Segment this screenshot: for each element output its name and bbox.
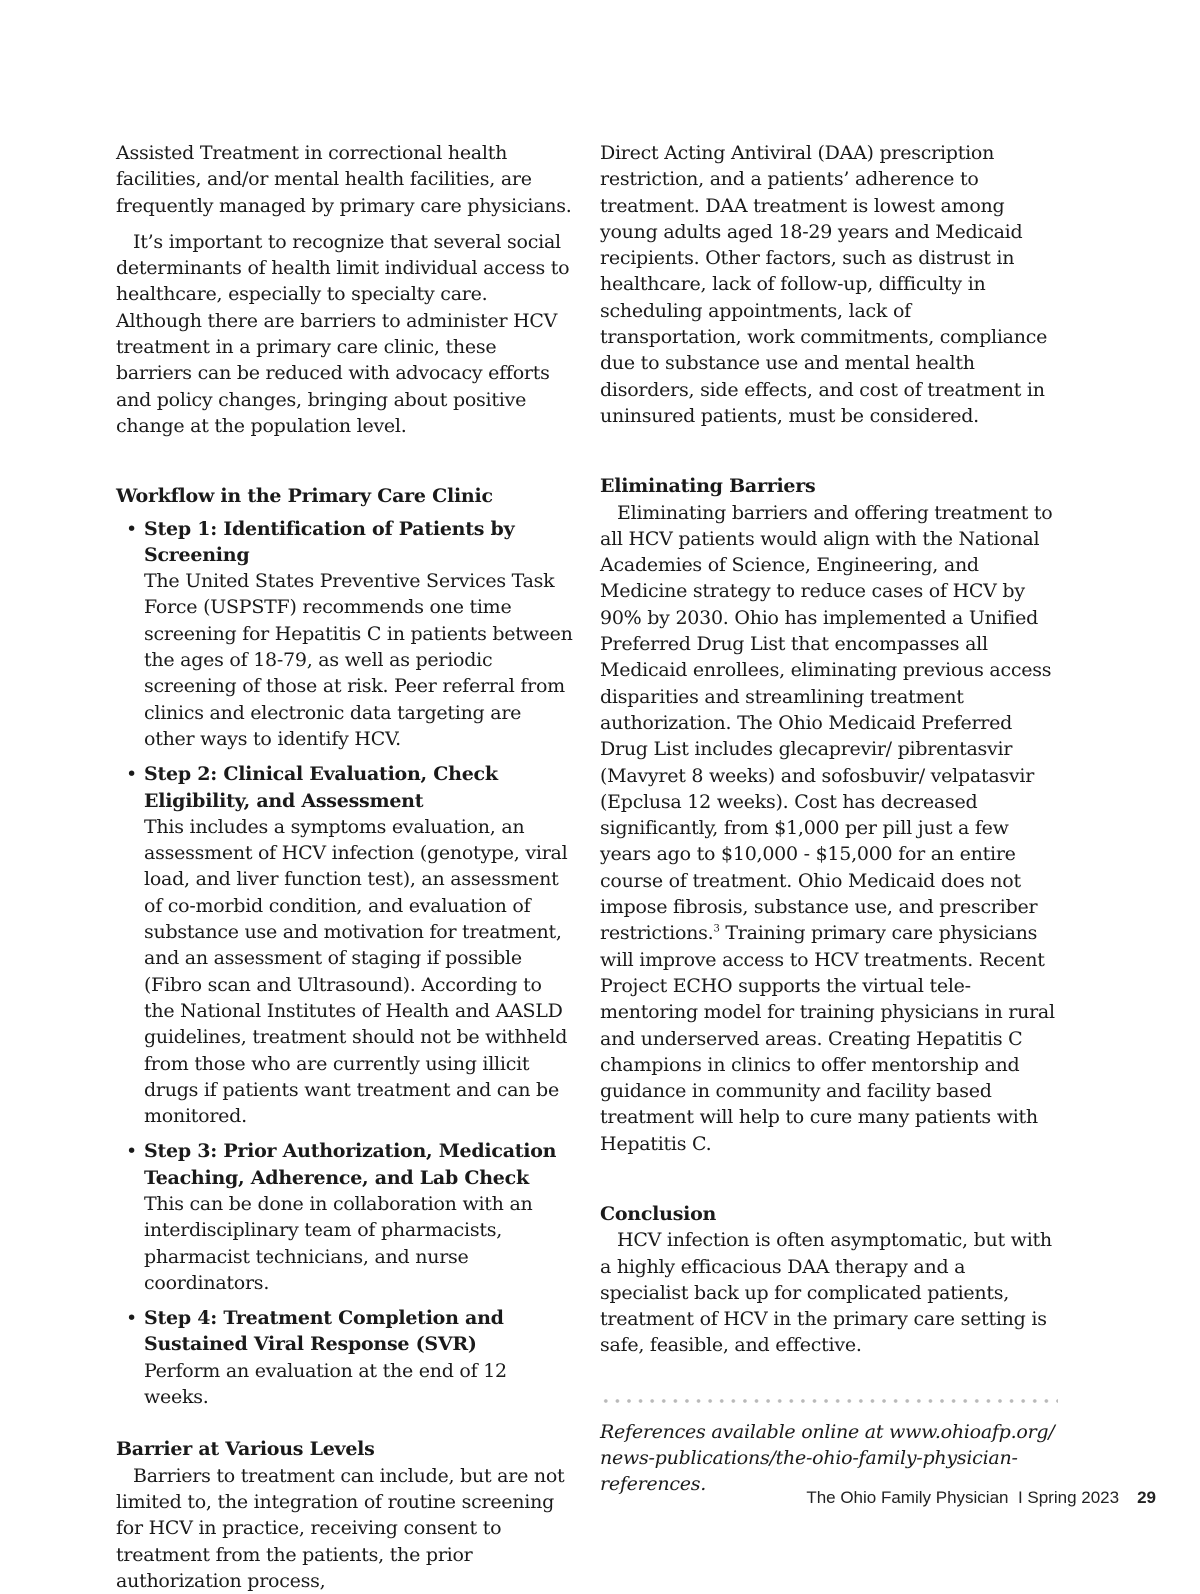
publication-title: The Ohio Family Physician I Spring 2023 — [806, 1488, 1120, 1507]
step-body: This can be done in collaboration with an interdisciplinary team of pharmacists, pharmacist technicians, and nurse coordinators. — [144, 1192, 533, 1294]
step-body: The United States Preventive Services Task Force (USPSTF) recommends one time screening for Hepatitis C in patients between the ages of 18-79, as well as periodic screening of those at risk. Peer referral from clinics and electronic data targeting are other ways to identify HCV. — [144, 570, 573, 750]
footnote-marker: 3 — [713, 923, 720, 935]
page-number: 29 — [1137, 1488, 1156, 1507]
step-body: Perform an evaluation at the end of 12 weeks. — [144, 1359, 507, 1409]
list-item — [116, 516, 574, 753]
step-body: This includes a symptoms evaluation, an assessment of HCV infection (genotype, viral load, and liver function test), an assessment of co-morbid condition, and evaluation of substance use and motivation for treatment, and an assessment of staging if possible (Fibro scan and Ultrasound). According to the National Institutes of Health and AASLD guidelines, treatment should not be withheld from those who are currently using illicit drugs if patients want treatment and can be monitored. — [144, 815, 568, 1128]
list-item — [116, 1138, 574, 1296]
list-item — [116, 1305, 574, 1410]
eliminating-barriers-paragraph — [600, 500, 1058, 1157]
step-title: • Step 1: Identification of Patients by Screening — [144, 517, 515, 566]
eliminating-barriers-heading: Eliminating Barriers — [600, 475, 816, 498]
workflow-steps-list — [116, 516, 574, 1411]
references-note: References available online at www.ohioafp.org/ news-publications/the-ohio-family-physician-references. — [600, 1420, 1055, 1496]
conclusion-paragraph: HCV infection is often asymptomatic, but with a highly efficacious DAA therapy and a specialist back up for complicated patients, treatment of HCV in the primary care setting is safe, feasible, and effective. — [600, 1229, 1052, 1357]
conclusion-heading: Conclusion — [600, 1202, 717, 1225]
elim-text: Eliminating barriers and offering treatment to all HCV patients would align with the National Academies of Science, Engineering, and Medicine strategy to reduce cases of HCV by 90% by 2030. Ohio has implemented a Unified Preferred Drug List that encompasses all Medicaid enrollees, eliminating previous access disparities and streamlining treatment authorization. The Ohio Medicaid Preferred Drug List includes glecaprevir/ pibrentasvir (Mavyret 8 weeks) and sofosbuvir/ velpatasvir (Epclusa 12 weeks). Cost has decreased significantly, from $1,000 per pill just a few years ago to $10,000 - $15,000 for an entire course of treatment. Ohio Medicaid does not impose fibrosis, substance use, and prescriber restrictions. — [600, 501, 1053, 945]
elim-text-2: Training primary care physicians will improve access to HCV treatments. Recent Project ECHO supports the virtual tele-mentoring model for training physicians in rural and underserved areas. Creating Hepatitis C champions in clinics to offer mentorship and guidance in community and facility based treatment will help to cure many patients with Hepatitis C. — [600, 922, 1055, 1155]
step-title: • Step 4: Treatment Completion and Sustained Viral Response (SVR) — [144, 1307, 504, 1356]
right-column — [600, 140, 1058, 1498]
continued-paragraph: Direct Acting Antiviral (DAA) prescription restriction, and a patients’ adherence to treatment. DAA treatment is lowest among young adults aged 18-29 years and Medicaid recipients. Other factors, such as distrust in healthcare, lack of follow-up, difficulty in scheduling appointments, lack of transportation, work commitments, compliance due to substance use and mental health disorders, side effects, and cost of treatment in uninsured patients, must be considered. — [600, 142, 1048, 427]
list-item — [116, 761, 574, 1129]
step-title: • Step 2: Clinical Evaluation, Check Eligibility, and Assessment — [144, 763, 498, 812]
intro-paragraph: Assisted Treatment in correctional health facilities, and/or mental health facilities, are frequently managed by primary care physicians. — [116, 142, 572, 217]
dotted-divider — [600, 1399, 1058, 1403]
left-column — [116, 140, 574, 1594]
page-footer — [0, 1488, 1156, 1508]
step-title: • Step 3: Prior Authorization, Medication Teaching, Adherence, and Lab Check — [144, 1140, 557, 1189]
barrier-paragraph: Barriers to treatment can include, but are not limited to, the integration of routine screening for HCV in practice, receiving consent to treatment from the patients, the prior authorization process, — [116, 1464, 565, 1592]
intro-paragraph-2: It’s important to recognize that several social determinants of health limit individual access to healthcare, especially to specialty care. Although there are barriers to administer HCV treatment in a primary care clinic, these barriers can be reduced with advocacy efforts and policy changes, bringing about positive change at the population level. — [116, 230, 570, 437]
workflow-heading: Workflow in the Primary Care Clinic — [116, 485, 493, 508]
barrier-heading: Barrier at Various Levels — [116, 1438, 375, 1461]
